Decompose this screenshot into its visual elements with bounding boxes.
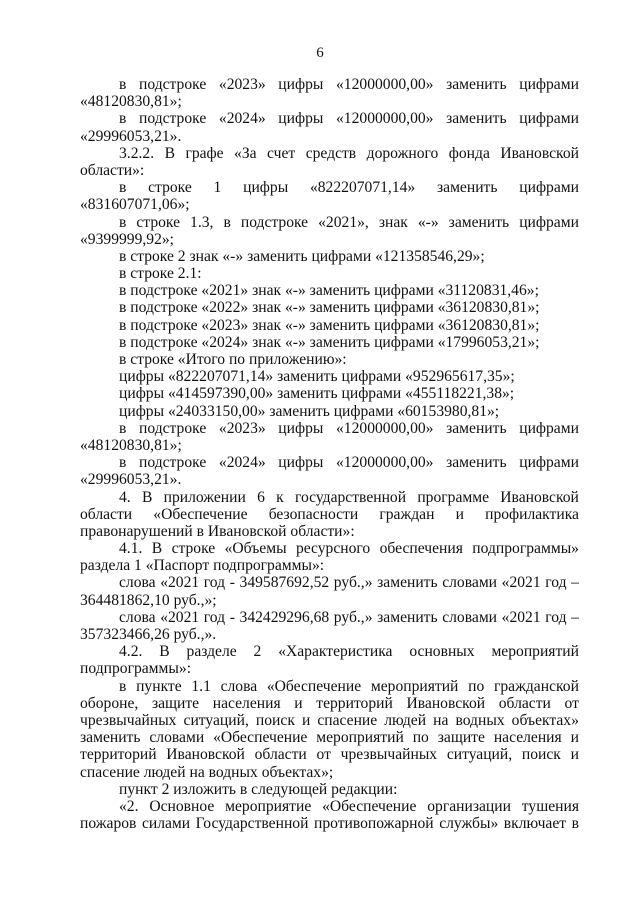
text-line — [80, 729, 579, 746]
word: цифрами — [519, 454, 579, 472]
word: дорожного — [366, 144, 439, 162]
word: в — [119, 419, 127, 437]
word: мероприятие — [225, 797, 312, 815]
text-line: правонарушений в Ивановской области»: — [80, 522, 355, 540]
word: 1.1 — [191, 677, 211, 695]
word: пункте — [136, 677, 182, 695]
word: обороне, — [80, 694, 139, 712]
word: В — [151, 540, 163, 558]
text-line: в строке 2 знак «-» заменить цифрами «121358546,29»; — [119, 247, 485, 265]
text-line: в подстроке «2022» знак «-» заменить цифрами «36120830,81»; — [119, 299, 540, 317]
text-line: «48120830,81»; — [80, 93, 182, 111]
text-line: «831607071,06»; — [80, 196, 190, 214]
text-line — [80, 712, 579, 729]
word: 4.1. — [119, 540, 143, 558]
word: от — [564, 694, 579, 712]
word: на — [433, 711, 449, 729]
text-line — [80, 110, 579, 127]
word: год — [545, 574, 567, 592]
word: 4.2. — [119, 643, 143, 661]
word: граждан — [379, 505, 435, 523]
word: в — [571, 815, 579, 833]
word: 3.2.2. — [119, 144, 155, 162]
word: и — [570, 729, 579, 747]
word: организации — [427, 797, 511, 815]
word: год — [545, 608, 567, 626]
word: средств — [305, 144, 357, 162]
text-line: «9399999,92»; — [80, 230, 174, 248]
text-line: цифры «414597390,00» заменить цифрами «455118221,38»; — [119, 385, 515, 403]
word: области — [498, 694, 551, 712]
word: населения — [212, 694, 281, 712]
word: объектах» — [511, 711, 579, 729]
word: строке — [171, 540, 216, 558]
text-line: в строке «Итого по приложению»: — [119, 351, 347, 368]
text-line: в подстроке «2023» знак «-» заменить цифрами «36120830,81»; — [119, 316, 540, 334]
word: Ивановской — [500, 488, 579, 506]
word: «2023» — [218, 419, 266, 437]
word: заменить — [446, 419, 507, 437]
word: «Обеспечение — [322, 797, 417, 815]
word: поиск — [255, 711, 295, 729]
word: словами — [442, 574, 498, 592]
word: пожаров — [80, 815, 137, 833]
word: счет — [267, 144, 296, 162]
word: ситуаций, — [183, 711, 249, 729]
word: к — [276, 488, 284, 506]
word: подстроке — [240, 213, 309, 231]
word: в — [119, 179, 127, 197]
word: мероприятий — [491, 643, 579, 661]
word: заменить — [80, 729, 141, 747]
word: словами — [149, 729, 205, 747]
text-line: «29996053,21». — [80, 127, 182, 145]
word: цифрами — [519, 179, 579, 197]
word: цифрами — [519, 76, 579, 93]
text-line — [80, 454, 579, 471]
word: по — [412, 729, 429, 747]
word: основных — [409, 643, 475, 661]
text-line: пункт 2 изложить в следующей редакции: — [119, 780, 398, 798]
word: цифры — [278, 419, 324, 437]
word: «Обеспечение — [153, 505, 248, 523]
word: В — [141, 488, 153, 506]
text-line: 364481862,10 руб.,»; — [80, 591, 217, 609]
word: – — [571, 608, 579, 626]
text-line: раздела 1 «Паспорт подпрограммы»: — [80, 557, 325, 575]
text-line: области»: — [80, 161, 145, 179]
word: руб.,» — [333, 574, 373, 592]
word: людей — [384, 711, 427, 729]
text-line: «29996053,21». — [80, 471, 182, 489]
word: 349587692,52 — [239, 574, 330, 592]
document-body — [80, 76, 579, 832]
word: 1 — [213, 179, 222, 197]
text-line — [80, 489, 579, 506]
text-line — [80, 420, 579, 437]
word: Ивановской — [406, 694, 486, 712]
word: слова — [119, 574, 156, 592]
word: государственной — [294, 488, 407, 506]
word: словами — [442, 608, 498, 626]
word: службы» — [439, 815, 499, 833]
word: цифры — [278, 110, 324, 128]
word: В — [159, 643, 170, 661]
word: графе — [185, 144, 224, 162]
word: гражданской — [493, 677, 579, 695]
word: В — [164, 144, 175, 162]
word: - — [229, 608, 235, 626]
word: «2021 — [160, 574, 200, 592]
word: слова — [119, 608, 156, 626]
word: «2024» — [218, 110, 266, 128]
word: защите — [151, 694, 200, 712]
text-line — [80, 798, 579, 815]
word: заменить — [377, 574, 438, 592]
page-number: 6 — [316, 45, 324, 61]
word: и — [455, 505, 464, 523]
word: мероприятий — [316, 729, 404, 747]
word: «12000000,00» — [336, 454, 434, 472]
word: цифрами — [519, 110, 579, 128]
text-line: цифры «822207071,14» заменить цифрами «952965617,35»; — [119, 368, 515, 386]
word: профилактика — [485, 505, 579, 523]
text-line: цифры «24033150,00» заменить цифрами «60153980,81»; — [119, 402, 500, 420]
text-line — [80, 609, 579, 626]
word: чрезвычайных — [80, 711, 177, 729]
word: мероприятий — [370, 677, 459, 695]
word: безопасности — [268, 505, 359, 523]
word: «-» — [417, 213, 439, 231]
word: населения — [493, 729, 562, 747]
word: фонда — [448, 144, 490, 162]
word: цифрами — [519, 213, 579, 231]
word: «Объемы — [224, 540, 287, 558]
word: в — [119, 213, 127, 231]
word: включает — [503, 815, 567, 833]
word: 342429296,68 — [239, 608, 330, 626]
word: цифры — [243, 179, 289, 197]
word: подстроке — [139, 110, 207, 128]
word: приложении — [163, 488, 246, 506]
word: ситуаций, — [446, 746, 513, 764]
word: год — [203, 608, 226, 626]
word: строке — [136, 213, 181, 231]
word: от — [316, 746, 331, 764]
word: обеспечения — [379, 540, 463, 558]
word: «2021 — [501, 574, 541, 592]
word: территорий — [316, 694, 393, 712]
text-line: в строке 2.1: — [119, 265, 202, 283]
word: в — [223, 213, 231, 231]
word: «Характеристика — [278, 643, 393, 661]
word: чрезвычайных — [340, 746, 438, 764]
word: цифры — [278, 76, 324, 93]
word: подпрограммы» — [472, 540, 579, 558]
word: тушения — [521, 797, 579, 815]
word: цифры — [278, 454, 324, 472]
word: подстроке — [139, 76, 207, 93]
text-line: в подстроке «2021» знак «-» заменить цифрами «31120831,46»; — [119, 282, 539, 300]
text-line: «48120830,81»; — [80, 436, 182, 454]
word: силами — [141, 815, 191, 833]
word: поиск — [521, 746, 561, 764]
word: строке — [148, 179, 192, 197]
text-line — [80, 145, 579, 162]
word: в — [119, 454, 127, 472]
word: знак — [378, 213, 408, 231]
text-line — [80, 540, 579, 557]
word: «2. — [119, 797, 139, 815]
word: - — [229, 574, 235, 592]
word: «Обеспечение — [266, 677, 362, 695]
word: и — [294, 694, 303, 712]
text-line — [80, 506, 579, 523]
word: 1.3, — [190, 213, 214, 231]
text-line — [80, 695, 579, 712]
word: «2023» — [218, 76, 266, 93]
word: «822207071,14» — [309, 179, 416, 197]
word: заменить — [446, 454, 507, 472]
word: заменить — [448, 213, 510, 231]
text-line — [80, 179, 579, 196]
word: ресурсного — [295, 540, 371, 558]
word: «12000000,00» — [336, 76, 434, 93]
word: Ивановской — [500, 144, 579, 162]
word: год — [203, 574, 226, 592]
word: спасение — [317, 711, 378, 729]
word: 6 — [257, 488, 265, 506]
word: заменить — [446, 76, 507, 93]
word: и — [570, 746, 579, 764]
word: – — [571, 574, 579, 592]
word: по — [468, 677, 485, 695]
word: водных — [455, 711, 505, 729]
word: программе — [417, 488, 490, 506]
word: 4. — [119, 488, 131, 506]
word: «За — [234, 144, 257, 162]
word: в — [119, 110, 127, 128]
word: области — [80, 505, 133, 523]
text-line — [80, 746, 579, 763]
word: заменить — [436, 179, 498, 197]
word: заменить — [377, 608, 438, 626]
text-line — [80, 76, 579, 93]
word: «2024» — [218, 454, 266, 472]
word: Ивановской — [166, 746, 245, 764]
word: территорий — [80, 746, 157, 764]
text-line — [80, 643, 579, 660]
word: заменить — [446, 110, 507, 128]
word: «Обеспечение — [213, 729, 308, 747]
word: «2021 — [160, 608, 200, 626]
word: защите — [437, 729, 485, 747]
word: цифрами — [519, 419, 579, 437]
word: подстроке — [139, 454, 207, 472]
word: «2021», — [318, 213, 369, 231]
text-line — [80, 815, 579, 832]
word: в — [119, 677, 127, 695]
word: «2021 — [501, 608, 541, 626]
word: 2 — [253, 643, 262, 661]
word: слова — [220, 677, 258, 695]
word: противопожарной — [313, 815, 434, 833]
word: и — [301, 711, 311, 729]
word: «12000000,00» — [336, 419, 434, 437]
text-line: подпрограммы»: — [80, 660, 192, 678]
word: разделе — [186, 643, 237, 661]
text-line — [80, 214, 579, 231]
text-line: спасение людей на водных объектах»; — [80, 763, 334, 781]
word: области — [254, 746, 307, 764]
word: подстроке — [139, 419, 207, 437]
word: Государственной — [195, 815, 309, 833]
text-line — [80, 678, 579, 695]
word: руб.,» — [333, 608, 373, 626]
word: Основное — [149, 797, 215, 815]
word: «12000000,00» — [336, 110, 434, 128]
text-line — [80, 574, 579, 591]
text-line: в подстроке «2024» знак «-» заменить цифрами «17996053,21»; — [119, 333, 540, 351]
text-line: 357323466,26 руб.,». — [80, 626, 217, 643]
word: в — [119, 76, 127, 93]
